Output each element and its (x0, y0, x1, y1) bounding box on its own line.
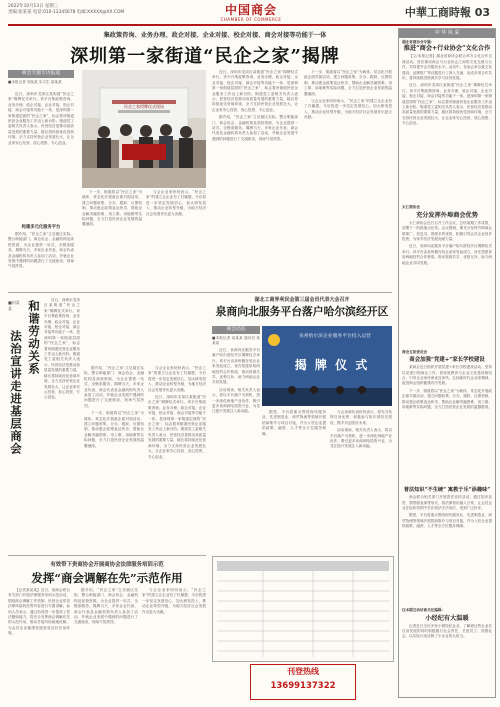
sidebar-text-4b: 据悉，平台将重点围绕现代服务业、先进制造业、商贸物流等领域开展招商推介与项目对接，并为入驻企业提供政策、融资、人才等全方位服务保障。 (402, 513, 492, 529)
section-divider (8, 292, 392, 293)
vertical-story-text-3: 下一步，街道将以“民企之家”为载体，常态化开展政企面对面活动，建立问题收集、分办、跟踪、反馈机制，推动惠企政策直达快享，帮助企业解决融资难、用工难、用地难等实际问题，全力打造民营企业发展的温馨港湾。 (84, 411, 144, 448)
ad-box (212, 556, 394, 662)
lead-column-5 (304, 70, 392, 290)
vertical-story-text-2: 据介绍，“民企之家”立足辖区实际，整合职能部门、商会协会、金融机构及高校资源，为企业提供一站式、全链条服务。揭牌当天，多家企业代表、商会代表及金融机构负责人参加了活动，并就企业发展中遇到的问题进行了交流座谈，现场气氛热烈。 (84, 366, 144, 408)
banner-line-1: 泉州哈尔滨企业服务平台投入运营 (299, 334, 371, 339)
sidebar-story-2 (402, 221, 492, 349)
lead-paragraph-6: 据介绍，“民企之家”立足辖区实际，整合职能部门、商会协会、金融机构及高校资源，为企业提供一站式、全链条服务。揭牌当天，多家企业代表、商会代表及金融机构负责人参加了活动，并就企业发展中遇到的问题进行了交流座谈，现场气氛热烈。 (212, 115, 298, 141)
bottom-left-divider (8, 555, 206, 556)
sidebar (398, 28, 496, 698)
editor-contact: 责编:张某某 电话:010-12345678 电邮:XXXXX@XX.COM (8, 9, 125, 15)
center-byline-text: ■本报记者 某某某 通讯员 某某某 (212, 336, 260, 346)
center-text-4: 与会泉商代表纷纷表示，将充分发挥自身优势，积极参与哈尔滨经济建设，携手共创美好未来。 (330, 410, 392, 425)
vertical-story-text-4: 与会企业家纷纷表示，“民企之家”的建立让企业有了归属感，今后将进一步坚定发展信心，加大研发投入，推动企业转型升级，为地方经济社会发展作出更大贡献。 (148, 366, 206, 392)
lead-column-3 (146, 190, 206, 362)
sidebar-headline-2: 充分发挥外埠商会优势 (416, 211, 478, 219)
newspaper-brand (196, 4, 306, 22)
lead-paragraph-7: 下一步，街道将以“民企之家”为载体，常态化开展政企面对面活动，建立问题收集、分办、跟踪、反馈机制，推动惠企政策直达快享，帮助企业解决融资难、用工难、用地难等实际问题，全力打造民营企业发展的温馨港湾。 (304, 70, 392, 96)
brand-subtitle: CHAMBER OF COMMERCE (220, 17, 282, 22)
photo-caption: 民企之家授牌仪式现场 (124, 104, 164, 109)
bottom-left-text-2: 据介绍，“民企之家”立足辖区实际，整合职能部门、商会协会、金融机构及高校资源，为企业提供一站式、全链条服务。揭牌当天，多家企业代表、商会代表及金融机构负责人参加了活动，并就企业发展中遇到的问题进行了交流座谈，现场气氛热烈。 (74, 588, 138, 625)
issue-date: 2022年10月13日 星期三 (8, 4, 59, 9)
bottom-left-col-2 (74, 588, 138, 700)
sidebar-story-5 (402, 624, 492, 684)
vertical-story-col-2 (84, 366, 144, 550)
sidebar-text-1: 【文/本报记者】湖北省商协会联合举办文化合作交流活动，旨在推动商会与行业协会之间的文化交流与合作，共同提升会员服务水平。活动中，各参会单位就文化建设、品牌推广等议题进行了深入交流，达成多项合作共识，将持续推进资源共享与协同发展。 (402, 54, 492, 81)
vertical-story-text-5: 近日，深圳市龙岗区某街道“民企之家”揭牌仪式举行。该平台集政策咨询、业务办理、政企对接、企业对接、校企对接、商会对接等功能于一体，是深圳第一家街道层面的“民企之家”，标志着该街道民营企业服务工作迈上新台阶。街道党工委相关负责人表示，民营经济是推动高质量发展的重要力量，辖区将持续优化营商环境，全力支持民营企业发展壮大，让企业家安心经营、放心投资、专心创业。 (148, 395, 206, 459)
bottom-left-text-3: 与会企业家纷纷表示，“民企之家”的建立让企业有了归属感，今后将进一步坚定发展信心，加大研发投入，推动企业转型升级，为地方经济社会发展作出更大贡献。 (142, 588, 206, 614)
ad-hotline-label: 刊登热线 (287, 667, 319, 676)
sidebar-text-2b: 近日，泉商向北服务平台落户哈尔滨经开区揭牌仪式举行。该平台由泉州籍在哈企业家发起成立，旨在搭建泉哈两地经贸合作桥梁，推动资源共享、优势互补，助力两地企业共同发展。 (402, 244, 492, 265)
center-col-3 (330, 410, 392, 550)
center-text-1: 近日，泉商向北服务平台落户哈尔滨经开区揭牌仪式举行。该平台由泉州籍在哈企业家发起成立，旨在搭建泉哈两地经贸合作桥梁，推动资源共享、优势互补，助力两地企业共同发展。 (212, 348, 260, 385)
center-text-2: 活动现场，相关负责人表示，将以平台落户为契机，进一步深化两地产业协作，吸引更多泉商到哈投资兴业，为龙江振兴发展注入新动能。 (212, 387, 260, 414)
sidebar-title: 中 华 风 采 (399, 29, 495, 38)
brand-title: 中国商会 (224, 3, 277, 17)
center-kicker: 湖北工商界利民会第三届会员代表大会召开 (254, 297, 350, 303)
lead-column-4 (212, 70, 298, 290)
ad-hotline-box (250, 664, 356, 700)
vertical-story-col (44, 298, 80, 550)
bottom-left-kicker: 有效带下贵商协会开展商协会法律服务培训示范 (50, 562, 164, 568)
lead-paragraph-5: 近日，深圳市龙岗区某街道“民企之家”揭牌仪式举行。该平台集政策咨询、业务办理、政企对接、企业对接、校企对接、商会对接等功能于一体，是深圳第一家街道层面的“民企之家”，标志着该街道民营企业服务工作迈上新台阶。街道党工委相关负责人表示，民营经济是推动高质量发展的重要力量，辖区将持续优化营商环境，全力支持民营企业发展壮大，让企业家安心经营、放心投资、专心创业。 (212, 70, 298, 112)
sidebar-text-3b: 下一步，街道将以“民企之家”为载体，常态化开展政企面对面活动，建立问题收集、分办、跟踪、反馈机制，推动惠企政策直达快享，帮助企业解决融资难、用工难、用地难等实际问题，全力打造民营企业发展的温馨港湾。 (402, 388, 492, 410)
lead-kicker: 集政策咨询、业务办理、政企对接、企业对接、校企对接、商会对接等功能于一体 (103, 32, 327, 39)
sidebar-kicker-5: 往本期互动访谈关注编辑： (402, 608, 446, 613)
sidebar-headline-3: 商会加强“党建+”家长学校建设 (409, 357, 485, 364)
lead-byline (8, 80, 74, 90)
sidebar-kicker-3: 商会互助委员会 (402, 349, 428, 354)
vertical-headline-1: 和谐劳动关系 (27, 300, 41, 375)
sidebar-top-label: 湖北省商协会专题： (402, 40, 435, 44)
sidebar-text-2: 太仁商协会近日召开工作会议，总结前期工作成果，部署下一阶段重点任务。会议强调，要充分发挥外埠商会联系广、信息灵、资源多的优势，积极引导会员企业回乡投资，为家乡经济发展贡献力量。 (402, 220, 492, 242)
lead-column-2 (82, 190, 142, 362)
sidebar-story-3 (402, 365, 492, 485)
center-text-3: 据悉，平台将重点围绕现代服务业、先进制造业、商贸物流等领域开展招商推介与项目对接，并为入驻企业提供政策、融资、人才等全方位服务保障。 (262, 410, 326, 436)
sidebar-text-1b: 近日，深圳市龙岗区某街道“民企之家”揭牌仪式举行。该平台集政策咨询、业务办理、政企对接、企业对接、校企对接、商会对接等功能于一体，是深圳第一家街道层面的“民企之家”，标志着该街道民营企业服务工作迈上新台阶。街道党工委相关负责人表示，民营经济是推动高质量发展的重要力量，辖区将持续优化营商环境，全力支持民营企业发展壮大，让企业家安心经营、放心投资、专心创业。 (402, 83, 492, 126)
center-col-2 (262, 410, 326, 550)
bottom-left-col-3 (142, 588, 206, 700)
vertical-byline: ■何某某 (8, 300, 20, 311)
center-photo (262, 326, 392, 406)
ad-hotline-phone: 13699137322 (270, 681, 336, 691)
lead-column-1 (8, 92, 74, 230)
page-header: 中華工商時報 03 (404, 6, 490, 19)
bottom-left-col-1 (8, 588, 70, 700)
sidebar-story-1 (402, 54, 492, 204)
sidebar-headline-5: 小经纪有大温暖 (425, 614, 469, 622)
ceremony-photo (82, 70, 206, 188)
sidebar-story-4 (402, 495, 492, 607)
center-tag: 商会动态 (212, 326, 260, 334)
center-col-1 (212, 348, 260, 550)
ad-table-graphic (213, 557, 393, 661)
center-byline (212, 336, 260, 346)
banner-line-2: 揭 牌 仪 式 (294, 358, 370, 372)
lead-paragraph-2: 据介绍，“民企之家”立足辖区实际，整合职能部门、商会协会、金融机构及高校资源，为企业提供一站式、全链条服务。揭牌当天，多家企业代表、商会代表及金融机构负责人参加了活动，并就企业发展中遇到的问题进行了交流座谈，现场气氛热烈。 (8, 232, 74, 269)
lead-byline-text: ■本报记者 刘某某 实习生 某某某 (8, 80, 62, 84)
masthead-rule (8, 24, 492, 26)
sidebar-kicker-2: 太仁商协会 (402, 205, 420, 210)
lead-tag: 商会专题专访报道 (8, 70, 74, 78)
lead-column-1b (8, 232, 74, 269)
lead-paragraph-1: 近日，深圳市龙岗区某街道“民企之家”揭牌仪式举行。该平台集政策咨询、业务办理、政企对接、企业对接、校企对接、商会对接等功能于一体，是深圳第一家街道层面的“民企之家”，标志着该街道民营企业服务工作迈上新台阶。街道党工委相关负责人表示，民营经济是推动高质量发展的重要力量，辖区将持续优化营商环境，全力支持民营企业发展壮大，让企业家安心经营、放心投资、专心创业。 (8, 92, 74, 145)
lead-paragraph-8: 与会企业家纷纷表示，“民企之家”的建立让企业有了归属感，今后将进一步坚定发展信心，加大研发投入，推动企业转型升级，为地方经济社会发展作出更大贡献。 (304, 99, 392, 120)
sidebar-headline-4: 普法知识“不生硬” 寓教于乐“添趣味” (403, 487, 491, 494)
lead-paragraph-3: 下一步，街道将以“民企之家”为载体，常态化开展政企面对面活动，建立问题收集、分办、跟踪、反馈机制，推动惠企政策直达快享，帮助企业解决融资难、用工难、用地难等实际问题，全力打造民营企业发展的温馨港湾。 (82, 190, 142, 227)
sidebar-text-3: 某商会近日组织开展党建+家长学校建设活动，坚持以党建引领商会工作，将家庭教育与企业文化建设相结合，引导企业家传承优良家风，弘扬新时代企业家精神，促进商会组织健康有序发展。 (402, 365, 492, 386)
bottom-left-text-1: 【记者某某某】近日，某商会联合有关部门开展法律服务培训示范活动，围绕商会调解工作机制、民营企业常见法律风险防范等内容进行专题讲解。参训人员表示，通过培训进一步提高了依法履职能力，将充分发挥商会调解在先的示范作用，推动矛盾纠纷就地化解，为会员企业健康发展营造良好法治环境。 (8, 588, 70, 636)
sidebar-headline-1: 推进“商会+行业协会”文化合作 (403, 45, 491, 53)
center-headline: 泉商向北服务平台落户哈尔滨经开区 (215, 305, 389, 318)
vertical-headline-2: 法治宣讲走进基层商会 (9, 330, 23, 455)
center-text-5: 活动现场，相关负责人表示，将以平台落户为契机，进一步深化两地产业协作，吸引更多泉商到哈投资兴业，为龙江振兴发展注入新动能。 (330, 428, 392, 449)
lead-paragraph-4: 与会企业家纷纷表示，“民企之家”的建立让企业有了归属感，今后将进一步坚定发展信心，加大研发投入，推动企业转型升级，为地方经济社会发展作出更大贡献。 (146, 190, 206, 216)
vertical-story-col-3 (148, 366, 206, 550)
lead-headline: 深圳第一家街道“民企之家”揭牌 (70, 46, 340, 67)
lead-subhead: 构建多元化服务平台 (21, 225, 61, 230)
issue-meta (8, 4, 124, 15)
sidebar-text-4: 商会联合相关部门开展普法宣传活动，通过知识竞答、情景剧表演等形式，将法律知识融入日常，让会员企业在轻松氛围中学法知法守法用法，受到广泛好评。 (402, 495, 492, 511)
bottom-left-headline: 发挥“商会调解在先”示范作用 (31, 571, 183, 585)
lead-photo (82, 70, 206, 188)
sidebar-text-5: 记者近日走访多家小微经纪企业，了解到这些企业在自身发展的同时积极履行社会责任，关爱员工、回馈社会，以实际行动诠释了小企业的大担当。 (402, 623, 492, 639)
vertical-story-text: 近日，深圳市龙岗区某街道“民企之家”揭牌仪式举行。该平台集政策咨询、业务办理、政企对接、企业对接、校企对接、商会对接等功能于一体，是深圳第一家街道层面的“民企之家”，标志着该街道民营企业服务工作迈上新台阶。街道党工委相关负责人表示，民营经济是推动高质量发展的重要力量，辖区将持续优化营商环境，全力支持民营企业发展壮大，让企业家安心经营、放心投资、专心创业。 (44, 298, 80, 400)
